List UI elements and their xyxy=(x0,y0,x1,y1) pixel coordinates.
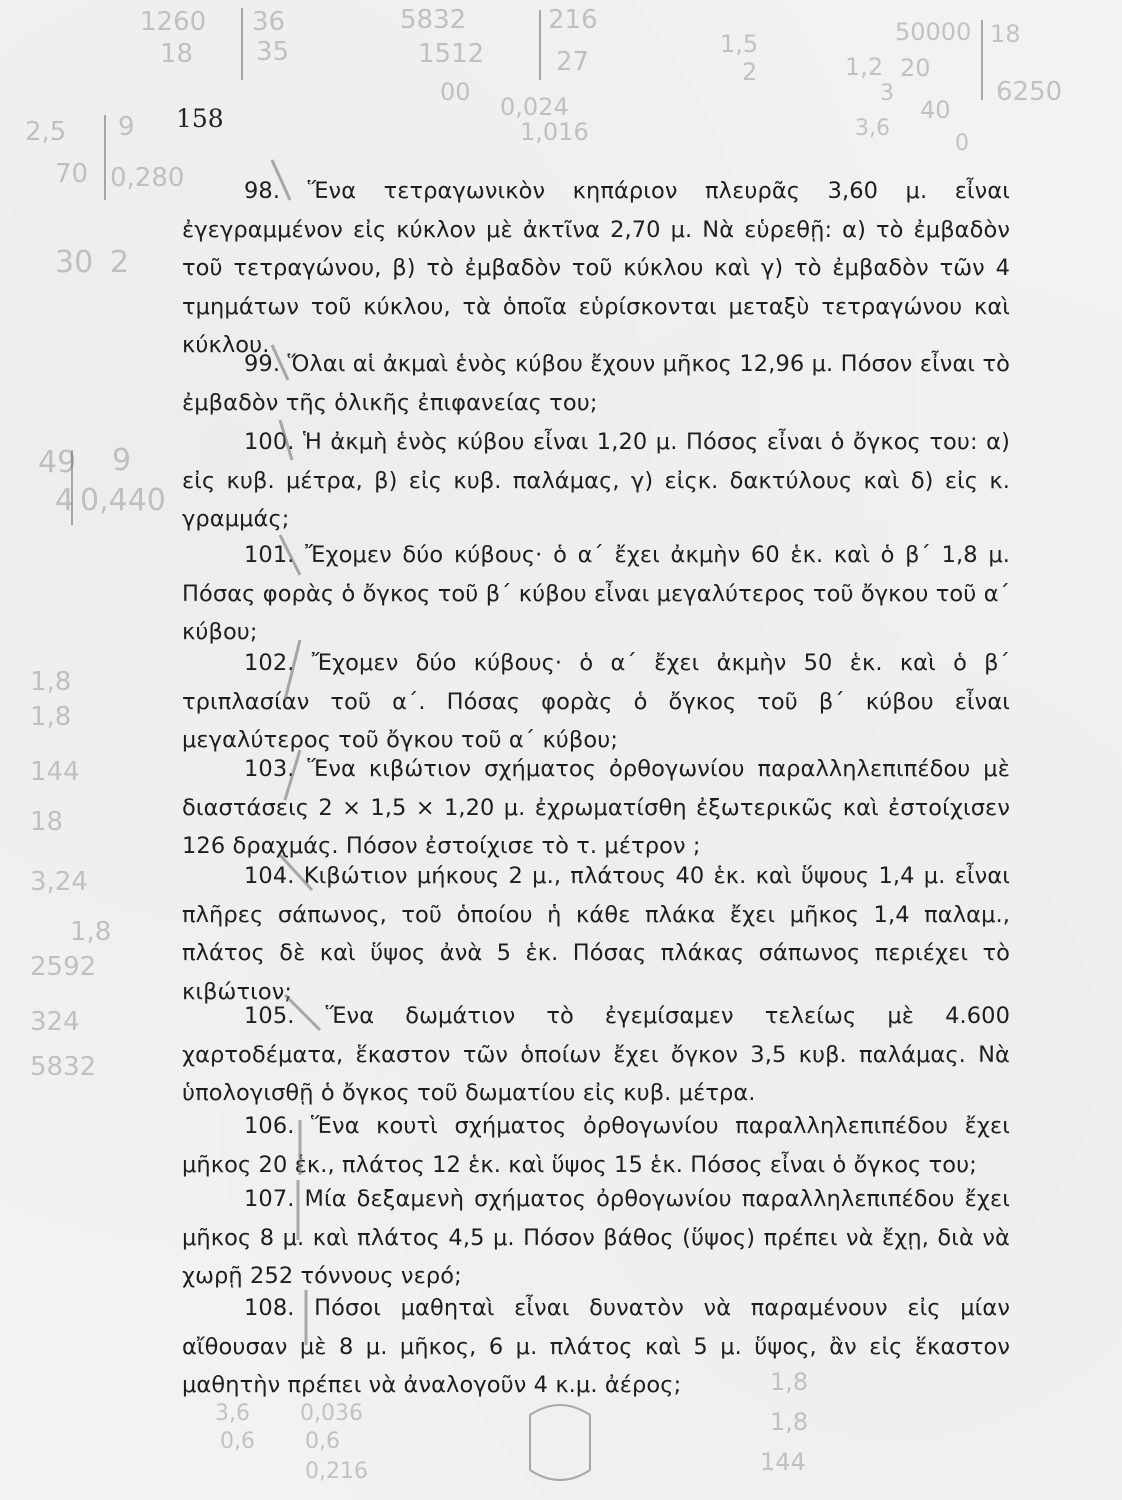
pencil-note: 9 xyxy=(112,443,132,478)
top-right-calc xyxy=(720,18,1062,156)
pencil-note: 144 xyxy=(760,1448,806,1476)
problem-102 xyxy=(182,644,1010,760)
pencil-note: 1,8 xyxy=(30,667,72,697)
pencil-note: 2 xyxy=(742,58,758,86)
top-left-calc xyxy=(140,7,289,80)
pencil-note: 49 xyxy=(38,445,77,480)
pencil-note: 144 xyxy=(30,757,80,787)
pencil-note: 00 xyxy=(440,78,471,106)
pencil-note: 18 xyxy=(30,807,64,837)
pencil-note: 30 xyxy=(55,245,94,280)
problem-text: 102. Ἔχομεν δύο κύβους· ὁ α΄ ἔχει ἀκμὴν 50 ἑκ. καὶ ὁ β΄ τριπλασίαν τοῦ α΄. Πόσας φορὰς ὁ ὄγκος τοῦ β΄ κύβου εἶναι μεγαλύτερος τοῦ ὄγκου τοῦ α΄ κύβου; xyxy=(182,650,1010,753)
problem-text: 104. Κιβώτιον μήκους 2 μ., πλάτους 40 ἑκ. καὶ ὕψους 1,4 μ. εἶναι πλῆρες σάπωνος, τοῦ ὁποίου ἡ κάθε πλάκα ἔχει μῆκος 1,4 παλαμ., πλάτος δὲ καὶ ὕψος ἀνὰ 5 ἑκ. Πόσας πλάκας σάπωνος περιέχει τὸ κιβώτιον; xyxy=(182,863,1010,1005)
top-middle-calc xyxy=(400,5,598,146)
problem-text: 106. Ἕνα κουτὶ σχήματος ὀρθογωνίου παραλληλεπιπέδου ἔχει μῆκος 20 ἑκ., πλάτος 12 ἑκ. καὶ ὕψος 15 ἑκ. Πόσος εἶναι ὁ ὄγκος του; xyxy=(182,1113,1010,1178)
problem-107 xyxy=(182,1180,1010,1296)
problem-104 xyxy=(182,857,1010,1011)
problem-108 xyxy=(182,1289,1010,1405)
problem-100 xyxy=(182,423,1010,539)
pencil-note: 1,8 xyxy=(770,1408,809,1436)
pencil-note: 0,024 xyxy=(500,93,569,121)
problem-text: 100. Ἡ ἀκμὴ ἑνὸς κύβου εἶναι 1,20 μ. Πόσος εἶναι ὁ ὄγκος του: α) εἰς κυβ. μέτρα, β) εἰς κυβ. παλάμας, γ) εἰςκ. δακτύλους καὶ δ) εἰς κ. γραμμάς; xyxy=(182,429,1010,532)
pencil-note: 1,5 xyxy=(720,30,759,58)
pencil-note: 0,280 xyxy=(110,163,185,193)
pencil-note: 0,440 xyxy=(80,483,166,518)
problem-101 xyxy=(182,536,1010,652)
pencil-note: 9 xyxy=(118,112,135,142)
problem-text: 101. Ἔχομεν δύο κύβους· ὁ α΄ ἔχει ἀκμὴν 60 ἑκ. καὶ ὁ β΄ 1,8 μ. Πόσας φορὰς ὁ ὄγκος τοῦ β΄ κύβου εἶναι μεγαλύτερος τοῦ ὄγκου τοῦ α΄ κύβου; xyxy=(182,542,1010,645)
problem-105 xyxy=(182,997,1010,1113)
pencil-note: 0,6 xyxy=(305,1429,340,1454)
pencil-note: 0,6 xyxy=(220,1429,255,1454)
pencil-note: 27 xyxy=(556,47,590,77)
pencil-note: 4 xyxy=(55,483,75,518)
pencil-note: 1512 xyxy=(418,39,485,69)
pencil-note: 0,036 xyxy=(300,1401,363,1426)
pencil-note: 40 xyxy=(920,96,951,124)
pencil-note: 216 xyxy=(548,5,598,35)
pencil-note: 70 xyxy=(55,159,89,189)
pencil-note: 2 xyxy=(110,245,130,280)
problem-106 xyxy=(182,1107,1010,1184)
pencil-note: 3,24 xyxy=(30,867,88,897)
pencil-note: 2,5 xyxy=(25,117,67,147)
problem-text: 103. Ἕνα κιβώτιον σχήματος ὀρθογωνίου παραλληλεπιπέδου μὲ διαστάσεις 2 × 1,5 × 1,20 μ. ἐχρωματίσθη ἐξωτερικῶς καὶ ἐστοίχισεν 126 δραχμάς. Πόσον ἐστοίχισε τὸ τ. μέτρον ; xyxy=(182,756,1010,859)
problem-text: 98. Ἕνα τετραγωνικὸν κηπάριον πλευρᾶς 3,60 μ. εἶναι ἐγεγραμμένον εἰς κύκλον μὲ ἀκτῖνα 2,70 μ. Νὰ εὑρεθῇ: α) τὸ ἐμβαδὸν τοῦ τετραγώνου, β) τὸ ἐμβαδὸν τοῦ κύκλου καὶ γ) τὸ ἐμβαδὸν τῶν 4 τμημάτων τοῦ κύκλου, τὰ ὁποῖα εὑρίσκονται μεταξὺ τετραγώνου καὶ κύκλου. xyxy=(182,178,1010,358)
pencil-stroke xyxy=(530,1405,590,1480)
page-number: 158 xyxy=(176,104,224,133)
pencil-note: 5832 xyxy=(30,1052,97,1082)
pencil-note: 1,8 xyxy=(770,1368,809,1396)
pencil-note: 2592 xyxy=(30,952,97,982)
pencil-note: 50000 xyxy=(895,18,972,46)
pencil-note: 0 xyxy=(955,131,969,156)
pencil-note: 1,8 xyxy=(70,917,112,947)
problem-text: 107. Μία δεξαμενὴ σχήματος ὀρθογωνίου παραλληλεπιπέδου ἔχει μῆκος 8 μ. καὶ πλάτος 4,5 μ. Πόσον βάθος (ὕψος) πρέπει νὰ ἔχῃ, διὰ νὰ χωρῇ 252 τόννους νερό; xyxy=(182,1186,1010,1289)
pencil-note: 1,016 xyxy=(520,118,589,146)
pencil-note: 3,6 xyxy=(855,116,890,141)
pencil-note: 1260 xyxy=(140,7,207,37)
pencil-note: 18 xyxy=(990,20,1021,48)
pencil-note: 35 xyxy=(256,37,290,67)
pencil-note: 324 xyxy=(30,1007,80,1037)
pencil-note: 20 xyxy=(900,54,931,82)
pencil-note: 3 xyxy=(880,81,894,106)
problem-text: 108. Πόσοι μαθηταὶ εἶναι δυνατὸν νὰ παραμένουν εἰς μίαν αἴθουσαν μὲ 8 μ. μῆκος, 6 μ. πλάτος καὶ 5 μ. ὕψος, ἂν εἰς ἕκαστον μαθητὴν πρέπει νὰ ἀναλογοῦν 4 κ.μ. ἀέρος; xyxy=(182,1295,1010,1398)
problem-text: 99. Ὅλαι αἱ ἀκμαὶ ἑνὸς κύβου ἔχουν μῆκος 12,96 μ. Πόσον εἶναι τὸ ἐμβαδὸν τῆς ὁλικῆς ἐπιφανείας του; xyxy=(182,351,1010,416)
problem-text: 105. Ἕνα δωμάτιον τὸ ἐγεμίσαμεν τελείως μὲ 4.600 χαρτοδέματα, ἕκαστον τῶν ὁποίων ἔχει ὄγκον 3,5 κυβ. παλάμας. Νὰ ὑπολογισθῇ ὁ ὄγκος τοῦ δωματίου εἰς κυβ. μέτρα. xyxy=(182,1003,1010,1106)
pencil-note: 0,216 xyxy=(305,1459,368,1484)
pencil-note: 1,8 xyxy=(30,702,72,732)
problem-103 xyxy=(182,750,1010,866)
pencil-note: 5832 xyxy=(400,5,467,35)
problem-98 xyxy=(182,172,1010,365)
pencil-note: 36 xyxy=(252,7,286,37)
problem-99 xyxy=(182,345,1010,422)
pencil-note: 18 xyxy=(160,39,194,69)
pencil-note: 1,2 xyxy=(845,53,884,81)
left-margin-calc xyxy=(25,112,184,1082)
pencil-note: 3,6 xyxy=(215,1401,250,1426)
pencil-note: 6250 xyxy=(996,77,1063,107)
